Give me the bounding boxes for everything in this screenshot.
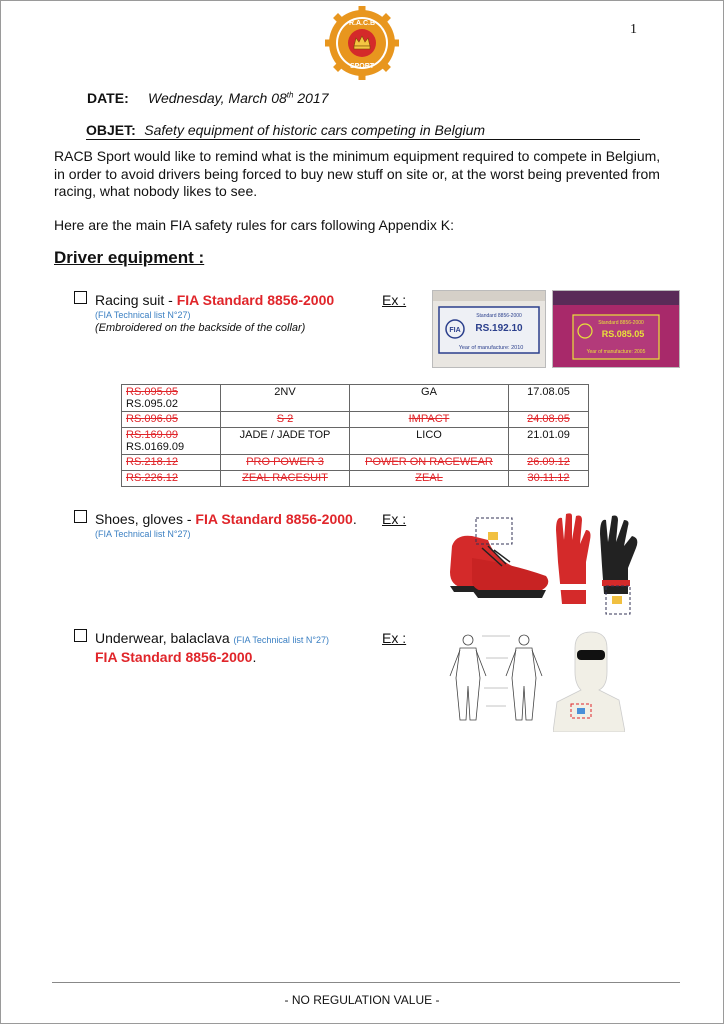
footer-divider (52, 982, 680, 983)
svg-text:FIA: FIA (449, 327, 461, 334)
table-cell: 2NV (221, 385, 350, 412)
underwear-standard-line: FIA Standard 8856-2000. (95, 649, 257, 665)
date-value: Wednesday, March 08th 2017 (148, 90, 329, 106)
photo2-line1: Standard 8856-2000 (598, 320, 644, 326)
racing-suit-ex: Ex : (382, 292, 407, 308)
homologation-table (121, 384, 589, 487)
photo2-line2: RS.085.05 (601, 329, 645, 339)
objet-value: Safety equipment of historic cars competing in Belgium (144, 122, 486, 138)
shoes-gloves-checkbox[interactable] (74, 510, 87, 523)
table-cell: 21.01.09 (509, 428, 589, 455)
table-cell: IMPACT (350, 412, 509, 428)
table-row (122, 471, 589, 487)
underwear-drawing-image (442, 628, 550, 728)
section-title: Driver equipment : (54, 248, 205, 267)
table-cell: LICO (350, 428, 509, 455)
suit-label-photo-2 (552, 290, 680, 368)
balaclava-image (553, 628, 625, 732)
table-cell: 30.11.12 (509, 471, 589, 487)
racing-shoes-image (442, 510, 554, 602)
table-cell: GA (350, 385, 509, 412)
table-cell: JADE / JADE TOP (221, 428, 350, 455)
racing-suit-standard: FIA Standard 8856-2000 (176, 292, 335, 308)
table-row (122, 385, 589, 412)
objet-line (86, 122, 640, 140)
shoes-gloves-tech-list: (FIA Technical list N°27) (95, 529, 191, 539)
table-row (122, 455, 589, 471)
photo1-line2: RS.192.10 (475, 323, 523, 334)
table-cell: ZEAL (350, 471, 509, 487)
photo2-line3: Year of manufacture: 2005 (586, 349, 646, 355)
underwear-balaclava-checkbox[interactable] (74, 629, 87, 642)
shoes-gloves-standard: FIA Standard 8856-2000 (195, 511, 353, 527)
underwear-tech-list: (FIA Technical list N°27) (233, 635, 329, 645)
shoes-gloves-ex: Ex : (382, 511, 407, 527)
table-cell: PRO POWER 3 (221, 455, 350, 471)
underwear-ex: Ex : (382, 630, 407, 646)
racing-suit-note: (Embroidered on the backside of the collar) (95, 322, 306, 334)
table-cell: S 2 (221, 412, 350, 428)
racing-suit-tech-list: (FIA Technical list N°27) (95, 310, 191, 320)
racing-gloves-image (548, 510, 648, 616)
objet-label: OBJET: (86, 122, 136, 138)
table-cell: POWER ON RACEWEAR (350, 455, 509, 471)
table-cell: RS.226.12 (122, 471, 221, 487)
intro-paragraph: RACB Sport would like to remind what is the minimum equipment required to compete in Belgium, in order to avoid drivers being forced to buy new stuff on site or, at the worst being prevented from racing, what nobody likes to see. (54, 148, 661, 199)
table-row (122, 412, 589, 428)
page-number: 1 (630, 22, 637, 37)
table-cell: RS.096.05 (122, 412, 221, 428)
photo1-line1: Standard 8856-2000 (476, 313, 522, 319)
racing-suit-checkbox[interactable] (74, 291, 87, 304)
table-cell: RS.095.05 RS.095.02 (122, 385, 221, 412)
table-cell: RS.169.09 RS.0169.09 (122, 428, 221, 455)
table-cell: 24.08.05 (509, 412, 589, 428)
racing-suit-label: Racing suit - FIA Standard 8856-2000 (95, 292, 335, 308)
date-label: DATE: (87, 90, 129, 106)
underwear-standard: FIA Standard 8856-2000 (95, 649, 253, 665)
table-cell: 17.08.05 (509, 385, 589, 412)
table-cell: ZEAL RACESUIT (221, 471, 350, 487)
underwear-balaclava-label: Underwear, balaclava (FIA Technical list N°27) (95, 630, 329, 646)
table-cell: RS.218.12 (122, 455, 221, 471)
shoes-gloves-label: Shoes, gloves - FIA Standard 8856-2000. (95, 511, 357, 527)
logo-top-text: R.A.C.B (348, 20, 376, 27)
racb-sport-logo (325, 6, 399, 80)
logo-bottom-text: SPORT (349, 63, 375, 70)
rules-intro-paragraph: Here are the main FIA safety rules for cars following Appendix K: (54, 217, 454, 233)
suit-label-photo-1 (432, 290, 546, 368)
table-row (122, 428, 589, 455)
photo1-line3: Year of manufacture: 2010 (458, 345, 524, 351)
table-cell: 26.09.12 (509, 455, 589, 471)
footer-text: - NO REGULATION VALUE - (284, 993, 440, 1007)
